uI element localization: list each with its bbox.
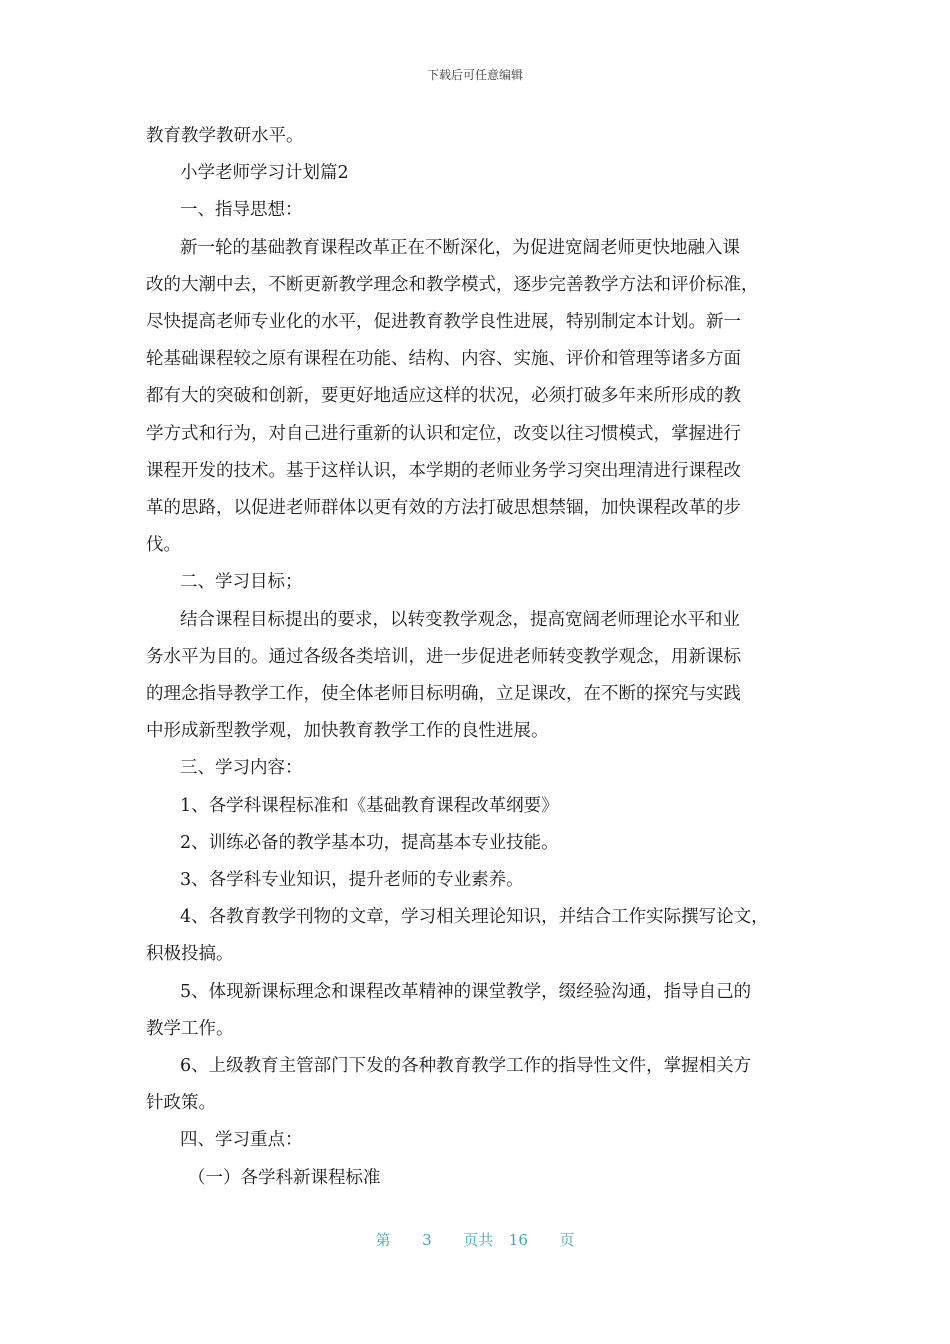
- section-heading: 一、指导思想：: [180, 200, 303, 221]
- paragraph-line: 学方式和行为，对自己进行重新的认识和定位，改变以往习惯模式，掌握进行: [146, 423, 741, 444]
- paragraph-line: 都有大的突破和创新，要更好地适应这样的状况，必须打破多年来所形成的教: [146, 386, 741, 407]
- list-item: 5、体现新课标理念和课程改革精神的课堂教学，缀经验沟通，指导自己的: [180, 981, 752, 1002]
- footer-ye: 页: [559, 1231, 575, 1249]
- paragraph-line: 伐。: [146, 535, 181, 556]
- paragraph-line: 的理念指导教学工作，使全体老师目标明确，立足课改，在不断的探究与实践: [146, 684, 741, 705]
- page-footer: [0, 1229, 950, 1250]
- section-heading: 二、学习目标；: [180, 572, 303, 593]
- footer-di: 第: [375, 1231, 391, 1249]
- header-note: 下载后可任意编辑: [426, 68, 523, 82]
- paragraph-line: 改的大潮中去，不断更新教学理念和教学模式，逐步完善教学方法和评价标准，: [146, 274, 759, 295]
- paragraph-line: 课程开发的技术。基于这样认识，本学期的老师业务学习突出理清进行课程改: [146, 460, 741, 481]
- paragraph-line: 尽快提高老师专业化的水平，促进教育教学良性进展，特别制定本计划。新一: [146, 312, 741, 333]
- paragraph-line: 结合课程目标提出的要求，以转变教学观念，提高宽阔老师理论水平和业: [180, 609, 740, 630]
- section-heading: 四、学习重点：: [180, 1130, 303, 1151]
- section-heading: 三、学习内容：: [180, 758, 303, 779]
- paragraph-line: 中形成新型教学观，加快教育教学工作的良性进展。: [146, 721, 549, 742]
- list-item: 4、各教育教学刊物的文章，学习相关理论知识，并结合工作实际撰写论文，: [180, 907, 769, 928]
- list-item: 6、上级教育主管部门下发的各种教育教学工作的指导性文件，掌握相关方: [180, 1056, 752, 1077]
- list-item: 2、训练必备的教学基本功，提高基本专业技能。: [180, 832, 559, 853]
- section-title: 小学老师学习计划篇2: [180, 163, 349, 184]
- list-item: 1、各学科课程标准和《基础教育课程改革纲要》: [180, 795, 559, 816]
- subsection-heading: （一）各学科新课程标准: [188, 1167, 381, 1188]
- paragraph-line: 新一轮的基础教育课程改革正在不断深化，为促进宽阔老师更快地融入课: [180, 237, 740, 258]
- paragraph-line: 教育教学教研水平。: [146, 126, 304, 146]
- paragraph-line: 务水平为目的。通过各级各类培训，进一步促进老师转变教学观念，用新课标: [146, 646, 741, 667]
- paragraph-line: 革的思路，以促进老师群体以更有效的方法打破思想禁锢，加快课程改革的步: [146, 498, 741, 519]
- list-item-continuation: 教学工作。: [146, 1018, 234, 1039]
- footer-total-pages: 16: [508, 1231, 528, 1249]
- footer-ye-gong: 页共: [463, 1231, 494, 1249]
- paragraph-line: 轮基础课程较之原有课程在功能、结构、内容、实施、评价和管理等诸多方面: [146, 349, 741, 370]
- footer-page-number: 3: [422, 1231, 432, 1249]
- document-body: [146, 118, 826, 1197]
- list-item: 3、各学科专业知识，提升老师的专业素养。: [180, 870, 524, 891]
- list-item-continuation: 积极投搞。: [146, 944, 234, 965]
- list-item-continuation: 针政策。: [146, 1093, 216, 1114]
